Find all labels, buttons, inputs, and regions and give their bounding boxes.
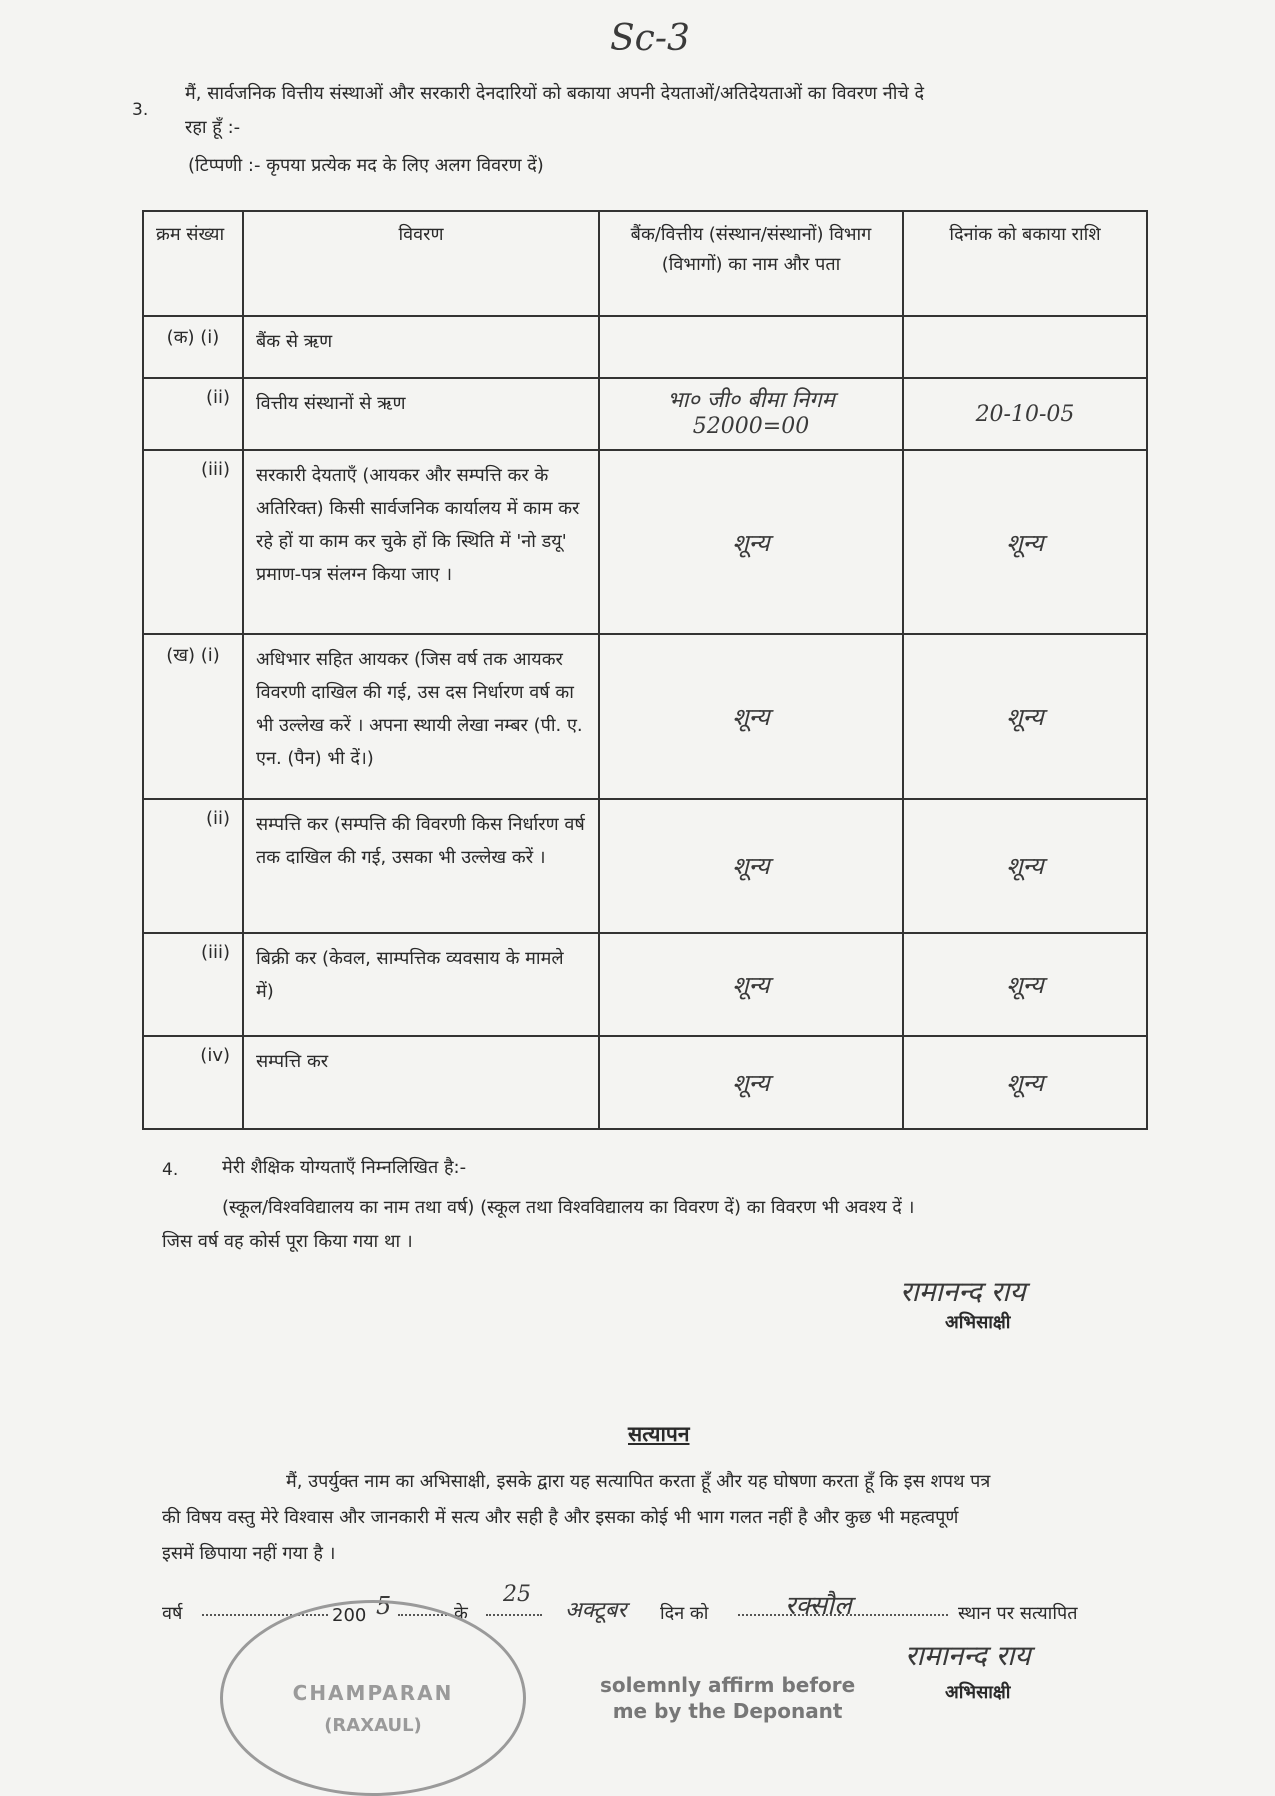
dues-table (142, 210, 1148, 1130)
of-label: के (454, 1603, 468, 1624)
row-bank: शून्य (599, 634, 903, 799)
section-3-number: 3. (132, 100, 149, 120)
row-serial: (iii) (143, 450, 243, 634)
place-value: रक्सौल (785, 1591, 852, 1621)
row-serial: (ii) (143, 799, 243, 933)
year-prefix: 200 (332, 1605, 367, 1626)
row-bank: शून्य (599, 450, 903, 634)
dotted-line (486, 1614, 542, 1616)
affirm-line1: solemnly affirm before (600, 1673, 856, 1697)
row-bank: शून्य (599, 799, 903, 933)
section-4-number: 4. (162, 1160, 179, 1180)
header-serial: क्रम संख्या (143, 211, 243, 316)
table-row (143, 634, 1147, 799)
verification-title: सत्यापन (628, 1422, 690, 1446)
table-row (143, 316, 1147, 378)
affirm-line2: me by the Deponant (612, 1699, 843, 1723)
advocate-stamp (220, 1600, 526, 1796)
table-row (143, 933, 1147, 1036)
year-label: वर्ष (162, 1603, 183, 1624)
row-bank: भा० जी० बीमा निगम 52000=00 (599, 378, 903, 450)
row-due: शून्य (903, 799, 1147, 933)
row-serial: (iv) (143, 1036, 243, 1129)
affirm-text (600, 1672, 855, 1724)
top-handwritten-mark: Sc-3 (610, 18, 690, 59)
row-serial: (क) (i) (143, 316, 243, 378)
section-4-line1: (स्कूल/विश्वविद्यालय का नाम तथा वर्ष) (स्कूल तथा विश्वविद्यालय का विवरण दें) का विवरण भी अवश्य दें । (222, 1197, 915, 1218)
row-bank: शून्य (599, 1036, 903, 1129)
header-bank: बैंक/वित्तीय (संस्थान/संस्थानों) विभाग (विभागों) का नाम और पता (599, 211, 903, 316)
day-value: 25 (503, 1582, 531, 1607)
row-due: शून्य (903, 1036, 1147, 1129)
row-serial: (ii) (143, 378, 243, 450)
row-details: अधिभार सहित आयकर (जिस वर्ष तक आयकर विवरणी दाखिल की गई, उस दस निर्धारण वर्ष का भी उल्लेख करें । अपना स्थायी लेखा नम्बर (पी. ए. एन. (पैन) भी दें।) (243, 634, 599, 799)
place-label: स्थान पर सत्यापित (958, 1603, 1078, 1624)
row-due: शून्य (903, 634, 1147, 799)
table-row (143, 378, 1147, 450)
header-due: दिनांक को बकाया राशि (903, 211, 1147, 316)
row-due: शून्य (903, 450, 1147, 634)
row-serial: (ख) (i) (143, 634, 243, 799)
table-header-row (143, 211, 1147, 316)
row-details: सम्पत्ति कर (243, 1036, 599, 1129)
row-details: सम्पत्ति कर (सम्पत्ति की विवरणी किस निर्धारण वर्ष तक दाखिल की गई, उसका भी उल्लेख करें । (243, 799, 599, 933)
row-details: सरकारी देयताएँ (आयकर और सम्पत्ति कर के अतिरिक्त) किसी सार्वजनिक कार्यालय में काम कर रहे हों या काम कर चुके हों कि स्थिति में 'नो डयू' प्रमाण-पत्र संलग्न किया जाए । (243, 450, 599, 634)
section-4-heading: मेरी शैक्षिक योग्यताएँ निम्नलिखित है:- (222, 1157, 467, 1178)
section-3-text-line1: मैं, सार्वजनिक वित्तीय संस्थाओं और सरकारी देनदारियों को बकाया अपनी देयताओं/अतिदेयताओं का विवरण नीचे दे (185, 83, 925, 104)
dotted-line (738, 1614, 948, 1616)
verification-line3: इसमें छिपाया नहीं गया है । (162, 1543, 336, 1564)
table-row (143, 1036, 1147, 1129)
row-details: बैंक से ऋण (243, 316, 599, 378)
deponent-label-2: अभिसाक्षी (945, 1682, 1011, 1703)
stamp-line1: CHAMPARAN (292, 1681, 454, 1705)
row-due: 20-10-05 (903, 378, 1147, 450)
row-due: शून्य (903, 933, 1147, 1036)
row-bank (599, 316, 903, 378)
month-value: अक्टूबर (565, 1598, 627, 1623)
table-row (143, 450, 1147, 634)
section-3-note: (टिप्पणी :- कृपया प्रत्येक मद के लिए अलग विवरण दें) (188, 155, 544, 176)
row-details: वित्तीय संस्थानों से ऋण (243, 378, 599, 450)
section-4-line2: जिस वर्ष वह कोर्स पूरा किया गया था । (162, 1231, 413, 1252)
verification-line2: की विषय वस्तु मेरे विश्वास और जानकारी में सत्य और सही है और इसका कोई भी भाग गलत नहीं है और कुछ भी महत्वपूर्ण (162, 1507, 959, 1528)
verification-line1: मैं, उपर्युक्त नाम का अभिसाक्षी, इसके द्वारा यह सत्यापित करता हूँ और यह घोषणा करता हूँ कि इस शपथ पत्र (286, 1471, 991, 1492)
year-digit: 5 (376, 1592, 392, 1620)
deponent-signature-1: रामानन्द राय (900, 1275, 1026, 1308)
header-details: विवरण (243, 211, 599, 316)
deponent-label-1: अभिसाक्षी (945, 1312, 1011, 1333)
deponent-signature-2: रामानन्द राय (905, 1639, 1031, 1672)
day-label: दिन को (660, 1603, 709, 1624)
row-bank: शून्य (599, 933, 903, 1036)
section-3-text-line2: रहा हूँ :- (185, 117, 241, 138)
row-serial: (iii) (143, 933, 243, 1036)
stamp-line2: (RAXAUL) (324, 1715, 422, 1736)
row-details: बिक्री कर (केवल, साम्पत्तिक व्यवसाय के मामले में) (243, 933, 599, 1036)
row-due (903, 316, 1147, 378)
table-row (143, 799, 1147, 933)
